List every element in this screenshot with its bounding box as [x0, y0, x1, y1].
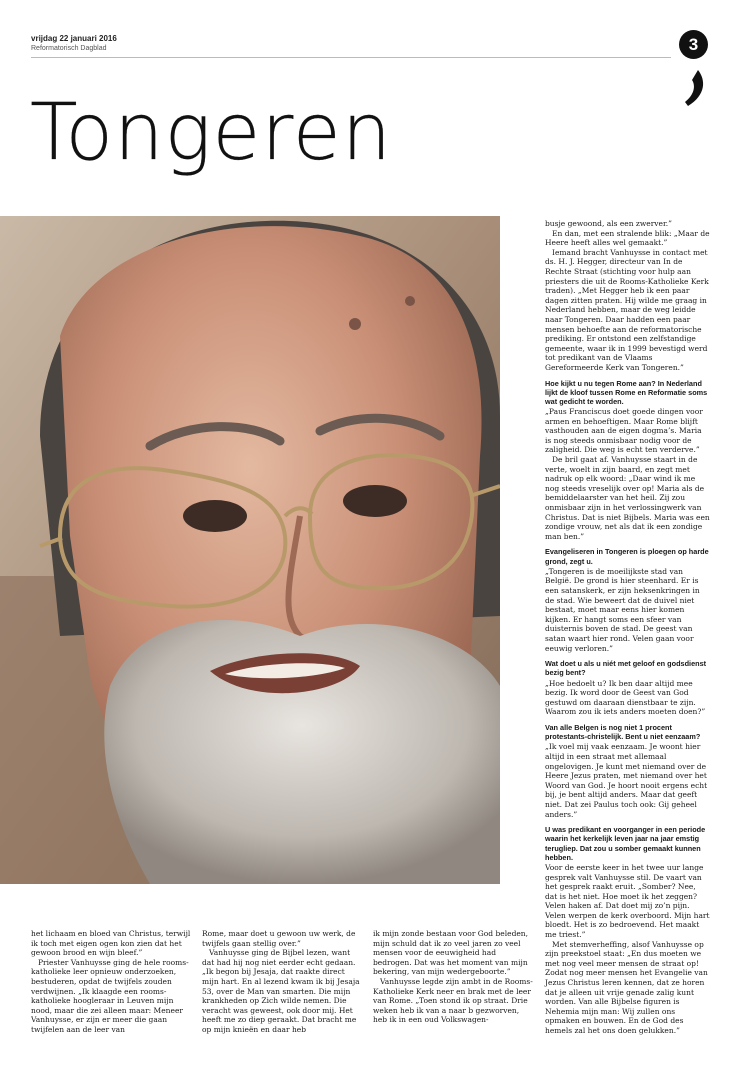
article-paragraph: Vanhuysse legde zijn ambt in de Rooms-Katholieke Kerk neer en brak met de leer van Rome. „Toen stond ik op straat. Drie weken heb ik van a naar b gezworven, heb ik in een oud Volkswagen- [373, 976, 533, 1025]
interview-question: Evangeliseren in Tongeren is ploegen op harde grond, zegt u. [545, 547, 709, 566]
article-column-bottom-1 [31, 929, 192, 1035]
article-paragraph: „Hoe bedoelt u? Ik ben daar altijd mee bezig. Ik word door de Geest van God gestuwd om daaraan dienstbaar te zijn. Waarom zou ik iets anders moeten doen?” [545, 678, 706, 717]
article-paragraph: Rome, maar doet u gewoon uw werk, de twijfels gaan stellig over.” [202, 929, 356, 948]
article-paragraph: Voor de eerste keer in het twee uur lange gesprek valt Vanhuysse stil. De vaart van het gesprek raakt eruit. „Somber? Nee, dat is het niet. Hoe moet ik het zeggen? Velen haken af. Dat doet mij zo’n pijn. Velen werpen de kerk overboord. Mijn hart bloedt. Het is zo bedroevend. Het maakt me triest.” [545, 862, 710, 940]
article-paragraph: het lichaam en bloed van Christus, terwijl ik toch met eigen ogen kon zien dat het gewoon brood en wijn bleef.” [31, 929, 191, 958]
article-column-right [545, 219, 710, 1036]
portrait-photo [0, 216, 500, 884]
page-number-badge: 3 [679, 30, 708, 59]
article-paragraph: Iemand bracht Vanhuysse in contact met ds. H. J. Hegger, directeur van In de Rechte Straat (stichting voor hulp aan priesters die uit de Rooms-Katholieke Kerk traden). „Met Hegger heb ik een paar dagen zitten praten. Hij wilde me graag in Nederland hebben, maar de weg leidde naar Tongeren. Daar hadden een paar mensen behoefte aan de reformatorische prediking. Er ontstond een zelfstandige gemeente, waar ik in 1999 bevestigd werd tot predikant van de Vlaams Gereformeerde Kerk van Tongeren.” [545, 247, 709, 372]
header-newspaper-name: Reformatorisch Dagblad [31, 45, 107, 52]
article-column-bottom-3 [373, 929, 534, 1025]
header-rule [31, 57, 671, 58]
article-paragraph: En dan, met een stralende blik: „Maar de Heere heeft alles wel gemaakt.” [545, 228, 710, 248]
header-date: vrijdag 22 januari 2016 [31, 34, 117, 43]
article-paragraph: Vanhuysse ging de Bijbel lezen, want dat had hij nog niet eerder echt gedaan. „Ik begon bij Jesaja, dat raakte direct mijn hart. En al lezend kwam ik bij Jesaja 53, over de Man van smarten. Die mijn krankheden op Zich wilde nemen. Die veracht was geweest, ook door mij. Het heeft me zo diep geraakt. Dat bracht me op mijn knieën en daar heb [202, 948, 360, 1034]
article-paragraph: „Ik voel mij vaak eenzaam. Je woont hier altijd in een straat met allemaal ongelovigen. Je kunt met niemand over de Heere Jezus praten, met niemand over het Woord van God. Je hoort nooit ergens echt bij, je bent altijd anders. Maar dat geeft niet. Dat zei Paulus toch ook: Gij geheel anders.” [545, 742, 708, 819]
interview-question: Wat doet u als u niét met geloof en godsdienst bezig bent? [545, 659, 707, 678]
article-title: Tongeren [30, 88, 393, 178]
portrait-illustration [0, 216, 500, 884]
article-paragraph: Priester Vanhuysse ging de hele rooms-katholieke leer opnieuw onderzoeken, bestuderen, opdat de twijfels zouden verdwijnen. „Ik klaagde een rooms-katholieke hoogleraar in Leuven mijn nood, maar die zei alleen maar: Meneer Vanhuysse, er zijn er meer die gaan twijfelen aan de leer van [31, 957, 189, 1034]
article-paragraph: „Paus Franciscus doet goede dingen voor armen en behoeftigen. Maar Rome blijft vasthouden aan de eigen dogma’s. Maria is nog steeds onmisbaar nodig voor de zaligheid. Die weg is echt ten verderve.” [545, 407, 703, 455]
interview-question: U was predikant en voorganger in een periode waarin het kerkelijk leven jaar na jaar emstig terugliep. Dat zou u somber gemaakt kunnen hebben. [545, 825, 706, 862]
article-paragraph: ik mijn zonde bestaan voor God beleden, mijn schuld dat ik zo veel jaren zo veel mensen voor de eeuwigheid had bedrogen. Dat was het moment van mijn bekering, van mijn wedergeboorte.” [373, 929, 529, 977]
interview-question: Hoe kijkt u nu tegen Rome aan? In Nederland lijkt de kloof tussen Rome en Reformatie soms wat gedicht te worden. [545, 378, 708, 406]
article-paragraph: Met stemverheffing, alsof Vanhuysse op zijn preekstoel staat: „En dus moeten we met nog veel meer mensen de straat op! Zodat nog meer mensen het Evangelie van Jezus Christus leren kennen, dat ze horen dat je alleen uit vrije genade zalig kunt worden. Van alle Bijbelse figuren is Nehemia mijn man: Wij zullen ons opmaken en bouwen. En de God des hemels zal het ons doen gelukken.” [545, 939, 708, 1036]
article-column-bottom-2 [202, 929, 363, 1035]
article-paragraph: „Tongeren is de moeilijkste stad van België. De grond is hier steenhard. Er is een satanskerk, er zijn heksenkringen in de stad. Wie beweert dat de duivel niet bestaat, moet maar eens hier komen kijken. Er hangt soms een sfeer van duisternis boven de stad. De geest van satan waart hier rond. Velen gaan voor eeuwig verloren.” [545, 566, 700, 653]
article-paragraph: busje gewoond, als een zwerver.” [545, 219, 672, 228]
comma-logo-icon [676, 40, 716, 110]
interview-question: Van alle Belgen is nog niet 1 procent protestants-christelijk. Bent u niet eenzaam? [545, 722, 701, 742]
article-paragraph: De bril gaat af. Vanhuysse staart in de verte, woelt in zijn baard, en zegt met nadruk op elk woord: „Daar wind ik me nog steeds vreselijk over op! Maria als de bemiddelaarster van het heil. Zij zou onmisbaar zijn in het verlossingwerk van Christus. Dat is niet Bijbels. Maria was een zondige vrouw, net als dat ik een zondige man ben.” [545, 455, 710, 541]
